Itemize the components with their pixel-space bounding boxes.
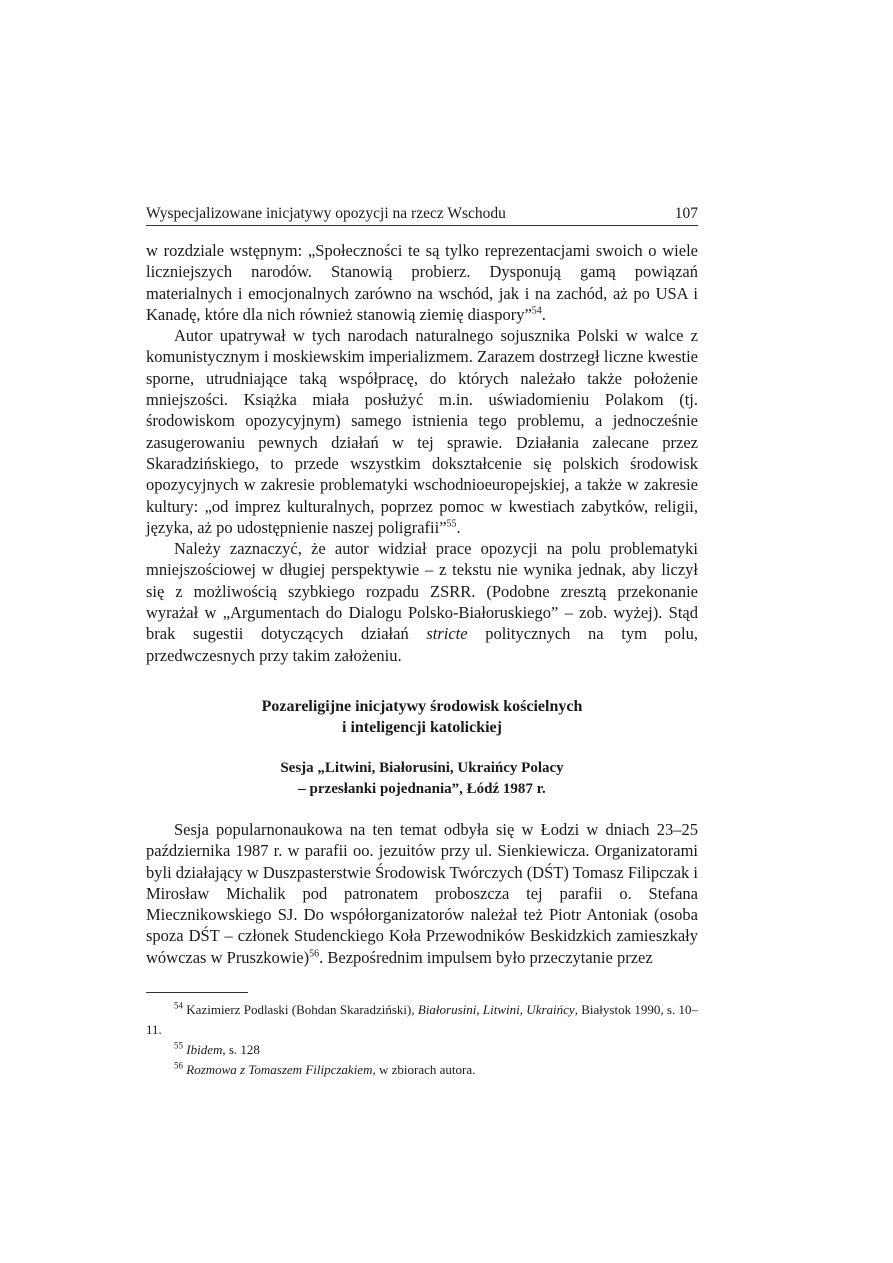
footnote: $^{55}$ Ibidem, s. 128: [174, 1040, 260, 1057]
paragraph: Należy zaznaczyć, że autor widział prace opozycji na polu problematyki mniejszościowej w długiej perspektywie – z tekstu nie wynika jednak, aby liczył się z możliwością szybkiego rozpadu ZSRR. (Podobne zresztą przekonanie wyrażał w „Argumentach do Dialogu Polsko-Białoruskiego” – zob. wyżej). Stąd brak sugestii dotyczących działań stricte politycznych na tym polu, przedwczesnych przy takim założeniu.: [146, 539, 698, 665]
footnote-ref: 55: [446, 518, 457, 530]
section-text-2: [146, 819, 698, 968]
footnote-ref: 54: [531, 305, 542, 317]
paragraph: Autor upatrywał w tych narodach naturalnego sojusznika Polski w walce z komunistycznym i moskiewskim imperializmem. Zarazem dostrzegł liczne kwestie sporne, utrudniające taką współpracę, do których należało także położenie mniejszości. Książka miała posłużyć m.in. uświadomieniu Polakom (tj. środowiskom opozycyjnym) samego istnienia tego problemu, a jednocześnie zasugerowaniu pewnych działań w tej sprawie. Działania zalecane przez Skaradzińskiego, to przede wszystkim dokształcenie się polskich środowisk opozycyjnych w zakresie problematyki wschodnioeuropejskiej, a także w zakresie kultury: „od imprez kulturalnych, poprzez pomoc w kwestiach zabytków, religii, języka, aż po udostępnienie naszej poligrafii”$^{55}$.: [146, 326, 698, 537]
italic-term: stricte: [426, 624, 468, 644]
paragraph: Sesja popularnonaukowa na ten temat odbyła się w Łodzi w dniach 23–25 października 1987 r. w parafii oo. jezuitów przy ul. Sienkiewicza. Organizatorami byli działający w Duszpasterstwie Środowisk Twórczych (DŚT) Tomasz Filipczak i Mirosław Michalik pod patronatem proboszcza tej parafii o. Stefana Miecznikowskiego SJ. Do współorganizatorów należał też Piotr Antoniak (osoba spoza DŚT – członek Studenckiego Koła Przewodników Beskidzkich zamieszkały wówczas w Pruszkowie)$^{56}$. Bezpośrednim impulsem było przeczytanie przez: [146, 820, 698, 967]
page-number: 107: [674, 205, 698, 222]
footnote: $^{54}$ Kazimierz Podlaski (Bohdan Skaradziński), Białorusini, Litwini, Ukraińcy, Białystok 1990, s. 10–11.: [146, 1000, 698, 1037]
subsection-heading: Sesja „Litwini, Białorusini, Ukraińcy Polacy – przesłanki pojednania”, Łódź 1987 r.: [280, 760, 564, 797]
footnote-ref: 56: [309, 948, 320, 960]
section-text-1: [146, 240, 698, 666]
running-title: Wyspecjalizowane inicjatywy opozycji na rzecz Wschodu: [146, 205, 506, 222]
footnote: $^{56}$ Rozmowa z Tomaszem Filipczakiem, w zbiorach autora.: [174, 1060, 476, 1077]
footnote-separator: [146, 992, 248, 993]
running-header: [146, 203, 698, 226]
paragraph: w rozdziale wstępnym: „Społeczności te są tylko reprezentacjami swoich o wiele liczniejszych narodów. Stanowią probierz. Dysponują gamą powiązań materialnych i emocjonalnych zarówno na wschód, jak i na zachód, aż po USA i Kanadę, które dla nich również stanowią ziemię diaspory”$^{54}$.: [146, 241, 698, 324]
section-heading: Pozareligijne inicjatywy środowisk kościelnych i inteligencji katolickiej: [261, 698, 583, 736]
footnotes: [146, 1000, 698, 1080]
